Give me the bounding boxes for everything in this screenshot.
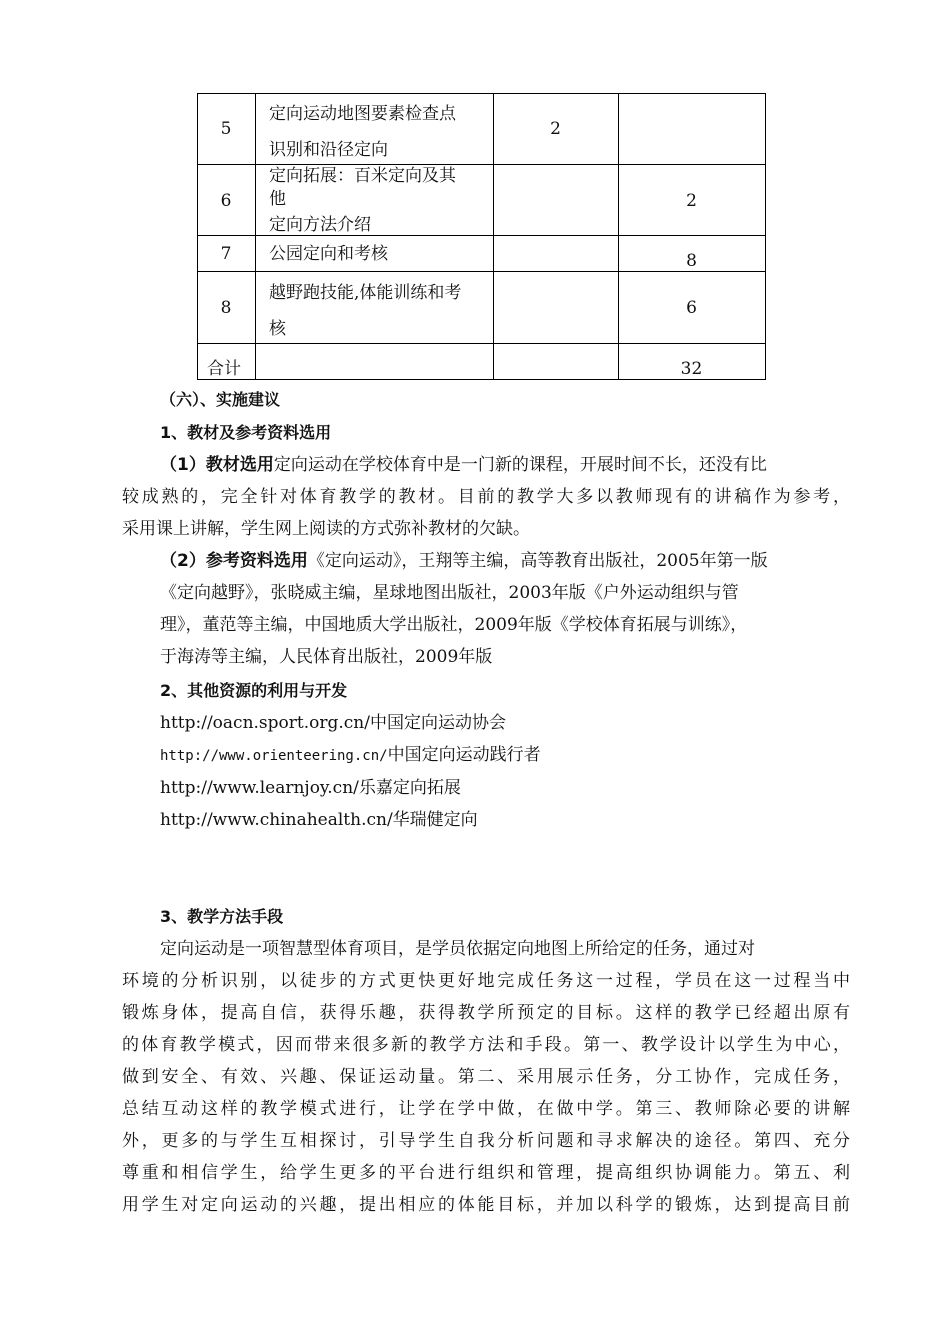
section-title: （六）、实施建议: [160, 390, 281, 409]
table-total-label: 合计: [207, 359, 241, 379]
table-cell-content: 定向运动地图要素检查点: [269, 104, 456, 124]
table-cell-content: 公园定向和考核: [269, 244, 388, 264]
paragraph-line: 总结互动这样的教学模式进行，让学在学中做，在做中学。第三、教师除必要的讲解: [122, 1099, 850, 1119]
table-rule: [765, 93, 766, 380]
paragraph-label: （1）教材选用: [160, 455, 274, 475]
paragraph-line: 较成熟的，完全针对体育教学的教材。目前的教学大多以教师现有的讲稿作为参考，: [122, 487, 850, 507]
link-url[interactable]: http://www.orienteering.cn/: [160, 748, 388, 764]
content-line: 定向拓展：百米定向及其: [269, 166, 456, 186]
paragraph-line: [160, 453, 767, 477]
link-name: 中国定向运动践行者: [387, 745, 541, 765]
link-name: 华瑞健定向: [392, 810, 478, 830]
resource-link[interactable]: [160, 743, 541, 768]
paragraph-line: 用学生对定向运动的兴趣，提出相应的体能目标，并加以科学的锻炼，达到提高目前: [122, 1195, 850, 1215]
subsection-title: 1、教材及参考资料选用: [160, 423, 332, 442]
paragraph-line: [160, 549, 768, 573]
paragraph-line: 于海涛等主编，人民体育出版社，2009年版: [160, 647, 493, 667]
link-url[interactable]: http://www.learnjoy.cn/: [160, 778, 359, 798]
table-cell-hours: 6: [686, 298, 697, 318]
resource-link[interactable]: [160, 776, 461, 800]
paragraph-line: 《定向越野》，张晓威主编，星球地图出版社，2003年版《户外运动组织与管: [160, 583, 739, 603]
table-cell-number: 8: [220, 298, 232, 318]
table-cell-hours: 8: [686, 251, 697, 271]
table-cell-content: [269, 165, 494, 235]
paragraph-text: 定向运动在学校体育中是一门新的课程，开展时间不长，还没有比: [273, 455, 767, 475]
link-url[interactable]: http://www.chinahealth.cn/: [160, 810, 393, 830]
table-cell-content: 识别和沿径定向: [269, 140, 388, 160]
table-rule: [618, 93, 619, 380]
table-rule: [197, 93, 766, 94]
table-cell-number: 7: [220, 244, 232, 264]
paragraph-line: 理》，董范等主编，中国地质大学出版社，2009年版《学校体育拓展与训练》，: [160, 615, 748, 635]
paragraph-line: 做到安全、有效、兴趣、保证运动量。第二、采用展示任务，分工协作，完成任务，: [122, 1067, 850, 1087]
table-rule: [255, 93, 256, 380]
paragraph-line: 外，更多的与学生互相探讨，引导学生自我分析问题和寻求解决的途径。第四、充分: [122, 1131, 850, 1151]
schedule-table: [197, 93, 766, 380]
table-rule: [197, 235, 766, 236]
table-cell-content: 越野跑技能,体能训练和考: [269, 283, 462, 303]
link-name: 中国定向运动协会: [369, 713, 506, 733]
table-cell-number: 5: [220, 119, 232, 139]
paragraph-line: 锻炼身体，提高自信，获得乐趣，获得教学所预定的目标。这样的教学已经超出原有: [122, 1003, 850, 1023]
table-cell-hours: 2: [550, 119, 561, 139]
table-cell-hours: 2: [686, 191, 697, 211]
paragraph-label: （2）参考资料选用: [160, 551, 308, 571]
table-total-hours: 32: [680, 359, 703, 379]
resource-link[interactable]: [160, 711, 506, 735]
link-url[interactable]: http://oacn.sport.org.cn/: [160, 713, 370, 733]
paragraph-line: 采用课上讲解，学生网上阅读的方式弥补教材的欠缺。: [122, 519, 530, 539]
resource-link[interactable]: [160, 808, 478, 832]
table-cell-content: 核: [269, 319, 286, 339]
subsection-title: 2、其他资源的利用与开发: [160, 681, 348, 700]
paragraph-line: 的体育教学模式，因而带来很多新的教学方法和手段。第一、教学设计以学生为中心，: [122, 1035, 850, 1055]
content-line: 定向方法介绍: [269, 215, 371, 235]
paragraph-text: 《定向运动》，王翔等主编，高等教育出版社，2005年第一版: [307, 551, 768, 571]
content-line: 他: [269, 189, 286, 209]
paragraph-line: 环境的分析识别，以徒步的方式更快更好地完成任务这一过程，学员在这一过程当中: [122, 971, 850, 991]
subsection-title: 3、教学方法手段: [160, 907, 284, 926]
link-name: 乐嘉定向拓展: [358, 778, 461, 798]
table-cell-number: 6: [220, 191, 232, 211]
paragraph-line: 尊重和相信学生，给学生更多的平台进行组织和管理，提高组织协调能力。第五、利: [122, 1163, 850, 1183]
paragraph-line: 定向运动是一项智慧型体育项目，是学员依据定向地图上所给定的任务，通过对: [160, 939, 755, 959]
